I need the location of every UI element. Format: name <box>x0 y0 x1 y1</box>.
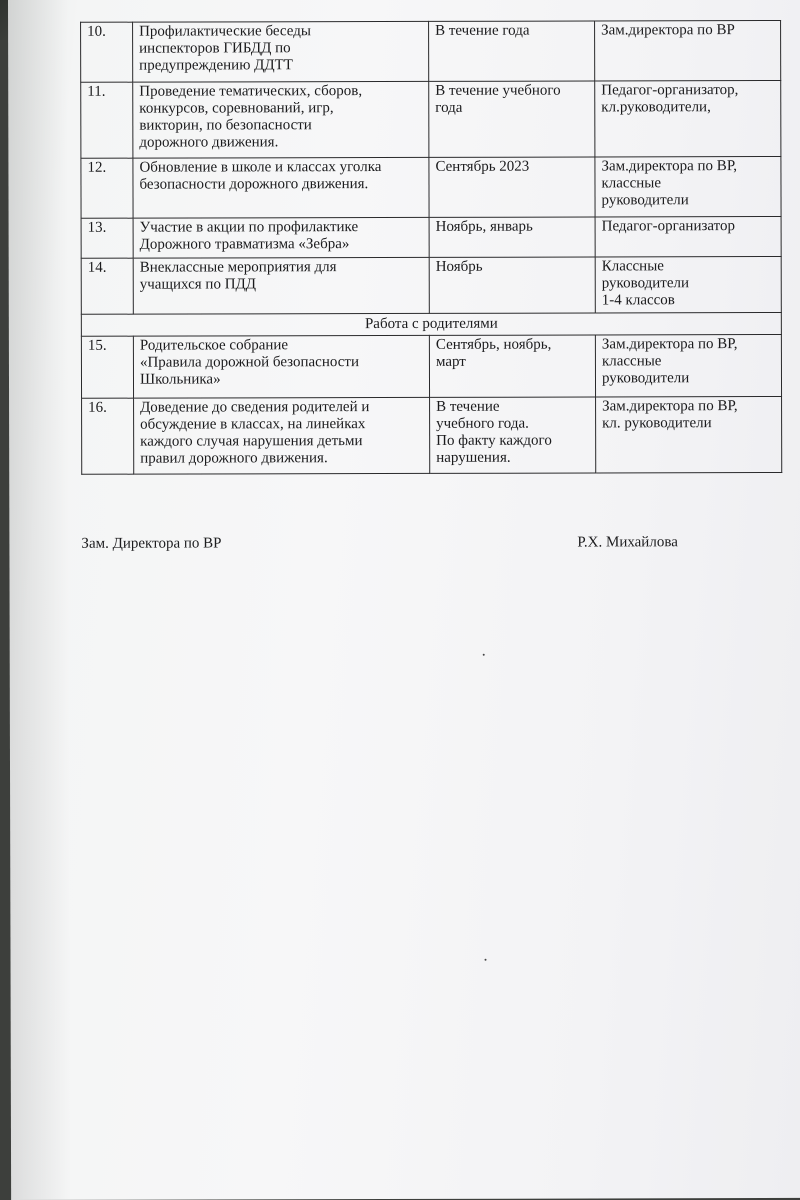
time-cell: В течение года <box>429 21 595 81</box>
sheet-shadow <box>8 0 71 1200</box>
row-number: 12. <box>81 158 133 218</box>
responsible-cell: Классные руководители 1-4 классов <box>595 256 781 312</box>
event-cell: Внеклассные мероприятия для учащихся по ПДД <box>133 257 429 314</box>
row-number: 14. <box>81 258 133 314</box>
section-title: Работа с родителями <box>81 312 781 336</box>
table-row <box>81 216 781 258</box>
event-cell: Обновление в школе и классах уголка безопасности дорожного движения. <box>133 157 429 218</box>
table-row <box>81 156 781 218</box>
row-number: 15. <box>81 336 133 398</box>
responsible-cell: Педагог-организатор, кл.руководители, <box>595 80 781 156</box>
time-cell: Сентябрь 2023 <box>429 157 595 217</box>
table-row <box>81 20 781 82</box>
signature-name: Р.Х. Михайлова <box>577 534 678 551</box>
section-header-row <box>81 312 781 336</box>
event-cell: Родительское собрание «Правила дорожной безопасности Школьника» <box>133 335 429 398</box>
row-number: 10. <box>81 22 133 82</box>
plan-table <box>80 20 782 475</box>
event-cell: Доведение до сведения родителей и обсуждение в классах, на линейках каждого случая нарушения детьми правил дорожного движения. <box>134 397 430 474</box>
responsible-cell: Педагог-организатор <box>595 216 781 256</box>
responsible-cell: Зам.директора по ВР, классные руководители <box>595 334 781 396</box>
event-cell: Участие в акции по профилактике Дорожного травматизма «Зебра» <box>133 217 429 258</box>
table-row <box>81 334 781 398</box>
table-row <box>81 80 781 158</box>
event-cell: Профилактические беседы инспекторов ГИБДД по предупреждению ДДТТ <box>133 21 429 82</box>
time-cell: В течение учебного года. По факту каждого нарушения. <box>430 397 596 473</box>
signature-position: Зам. Директора по ВР <box>81 535 222 552</box>
responsible-cell: Зам.директора по ВР, кл. руководители <box>596 396 782 472</box>
paper-speck <box>485 959 487 961</box>
time-cell: Ноябрь <box>429 257 595 313</box>
row-number: 16. <box>82 398 134 474</box>
time-cell: Сентябрь, ноябрь, март <box>429 335 595 397</box>
row-number: 13. <box>81 218 133 258</box>
table-row <box>82 396 782 474</box>
paper-speck <box>483 654 485 656</box>
paper-sheet <box>8 0 800 1200</box>
responsible-cell: Зам.директора по ВР, классные руководители <box>595 156 781 216</box>
responsible-cell: Зам.директора по ВР <box>595 20 781 80</box>
time-cell: Ноябрь, январь <box>429 217 595 257</box>
time-cell: В течение учебного года <box>429 81 595 157</box>
table-row <box>81 256 781 314</box>
row-number: 11. <box>81 82 133 158</box>
event-cell: Проведение тематических, сборов, конкурсов, соревнований, игр, викторин, по безопасности дорожного движения. <box>133 81 429 158</box>
